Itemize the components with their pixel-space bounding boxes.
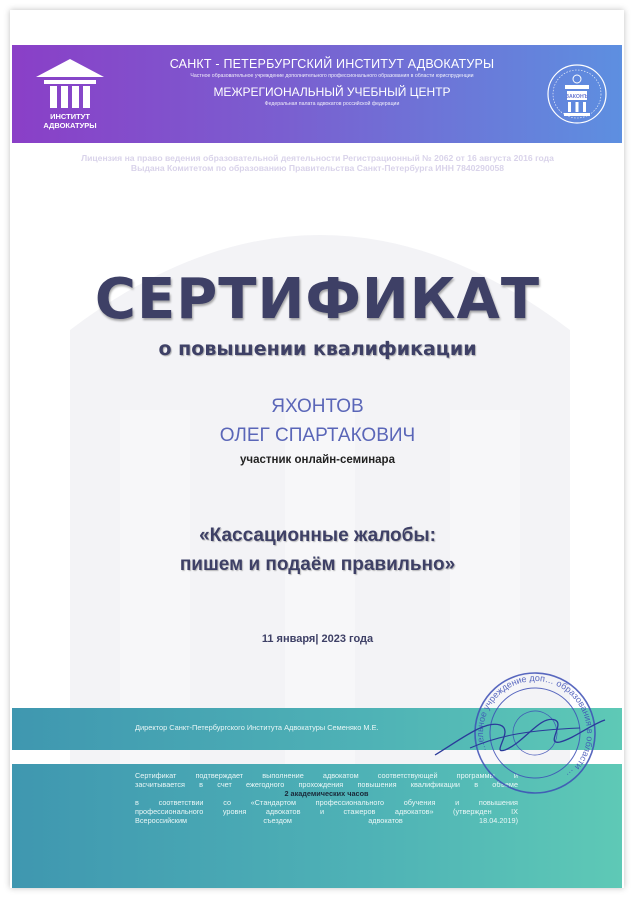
institute-description: Частное образовательное учреждение дополнительного профессионального образования в области юриспруденции xyxy=(190,73,474,79)
institute-name: САНКТ - ПЕТЕРБУРГСКИЙ ИНСТИТУТ АДВОКАТУРЫ xyxy=(169,57,495,71)
emblem-text: ЗАКОНЪ xyxy=(565,94,589,100)
confirmation-line-3: в соответствии со «Стандартом профессионального обучения и повышения xyxy=(135,798,518,807)
confirmation-line-5: Всероссийским съездом адвокатов 18.04.2019) xyxy=(135,816,518,825)
confirmation-line-4: профессионального уровня адвокатов и стажеров адвокатов» (утвержден IX xyxy=(135,807,518,816)
license-line-1: Лицензия на право ведения образовательной деятельности Регистрационный № 2062 от 16 августа 2016 года xyxy=(81,153,554,163)
logo-text-line2: АДВОКАТУРЫ xyxy=(43,121,97,130)
logo-text-line1: ИНСТИТУТ xyxy=(50,112,90,121)
certificate-title: СЕРТИФИКАТ xyxy=(94,267,541,332)
director-signature xyxy=(430,700,610,770)
course-title-line-2: пишем и подаём правильно» xyxy=(179,554,456,575)
confirmation-text xyxy=(135,771,518,825)
director-line: Директор Санкт-Петербургского Института Адвокатуры Семеняко М.Е. xyxy=(135,723,379,732)
course-title-line-1: «Кассационные жалобы: xyxy=(199,525,436,546)
stamp-text: …ельное учреждение доп… образования в области … xyxy=(474,672,596,781)
confirmation-line-2: засчитывается в счет ежегодного прохождения повышения квалификации в объеме xyxy=(135,780,518,789)
header-band xyxy=(12,45,622,143)
confirmation-hours: 2 академических часов xyxy=(284,789,369,798)
recipient-surname: ЯХОНТОВ xyxy=(271,396,364,417)
center-description: Федеральная палата адвокатов российской федерации xyxy=(264,101,400,107)
issue-date: 11 января| 2023 года xyxy=(261,633,374,645)
institute-logo-icon xyxy=(30,53,110,133)
center-name: МЕЖРЕГИОНАЛЬНЫЙ УЧЕБНЫЙ ЦЕНТР xyxy=(213,85,451,99)
certificate-subtitle: о повышении квалификации xyxy=(158,338,477,360)
chamber-emblem-icon xyxy=(546,63,608,125)
header-text xyxy=(132,57,532,107)
license-line-2: Выдана Комитетом по образованию Правительства Санкт-Петербурга ИНН 7840290058 xyxy=(130,163,505,173)
recipient-given-name: ОЛЕГ СПАРТАКОВИЧ xyxy=(219,425,416,446)
license-info xyxy=(40,153,595,173)
confirmation-line-1: Сертификат подтверждает выполнение адвокатом соответствующей программы и xyxy=(135,771,518,780)
recipient-role: участник онлайн-семинара xyxy=(240,454,395,466)
